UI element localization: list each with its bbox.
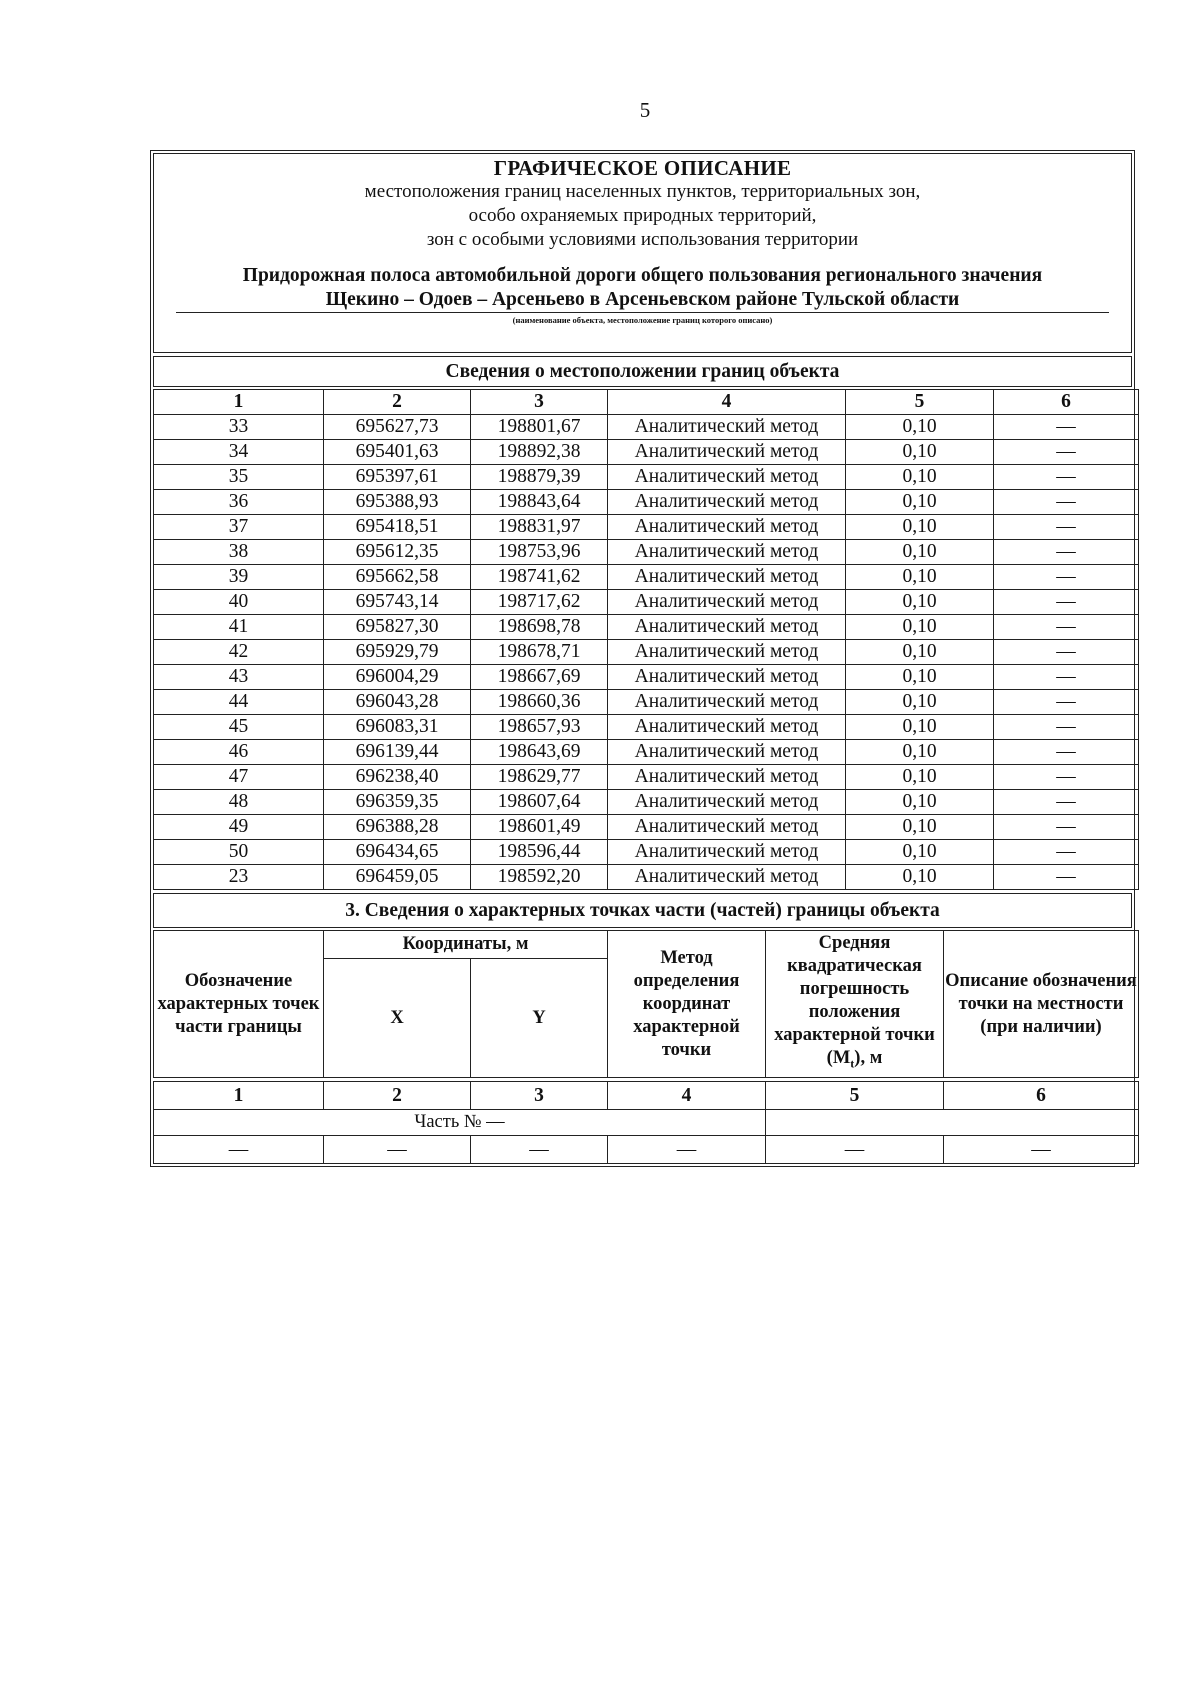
y-coordinate-cell: 198607,64 bbox=[471, 790, 608, 815]
coords-header: Координаты, м bbox=[324, 931, 608, 959]
accuracy-cell: 0,10 bbox=[846, 590, 994, 615]
accuracy-cell: 0,10 bbox=[846, 640, 994, 665]
y-coordinate-cell: 198801,67 bbox=[471, 415, 608, 440]
method-cell: Аналитический метод bbox=[608, 415, 846, 440]
col5-header-subscript: t bbox=[850, 1056, 855, 1071]
x-coordinate-cell: 695388,93 bbox=[324, 490, 471, 515]
table-row bbox=[154, 465, 1139, 490]
section3-title-table bbox=[153, 893, 1132, 928]
table-row bbox=[154, 715, 1139, 740]
table-row bbox=[154, 590, 1139, 615]
accuracy-cell: 0,10 bbox=[846, 765, 994, 790]
accuracy-cell: 0,10 bbox=[846, 565, 994, 590]
col5-header bbox=[766, 931, 944, 1078]
x-coordinate-cell: 695827,30 bbox=[324, 615, 471, 640]
table-row bbox=[154, 540, 1139, 565]
description-cell: — bbox=[994, 490, 1139, 515]
method-cell: Аналитический метод bbox=[608, 565, 846, 590]
dash-cell: — bbox=[944, 1136, 1139, 1164]
y-coordinate-cell: 198753,96 bbox=[471, 540, 608, 565]
point-number-cell: 42 bbox=[154, 640, 324, 665]
x-coordinate-cell: 696359,35 bbox=[324, 790, 471, 815]
x-coordinate-cell: 696459,05 bbox=[324, 865, 471, 890]
header-block bbox=[154, 154, 1131, 334]
dash-cell: — bbox=[608, 1136, 766, 1164]
part-row bbox=[154, 1110, 1139, 1136]
accuracy-cell: 0,10 bbox=[846, 865, 994, 890]
column-number: 3 bbox=[471, 390, 608, 415]
x-coordinate-cell: 696388,28 bbox=[324, 815, 471, 840]
description-cell: — bbox=[994, 465, 1139, 490]
method-cell: Аналитический метод bbox=[608, 865, 846, 890]
point-number-cell: 48 bbox=[154, 790, 324, 815]
column-numbers-row bbox=[154, 390, 1139, 415]
y-coordinate-cell: 198879,39 bbox=[471, 465, 608, 490]
object-name-line: Придорожная полоса автомобильной дороги общего пользования регионального значения bbox=[242, 265, 1043, 286]
method-cell: Аналитический метод bbox=[608, 790, 846, 815]
characteristic-points-table bbox=[153, 930, 1139, 1078]
x-coordinate-cell: 696083,31 bbox=[324, 715, 471, 740]
dash-cell: — bbox=[324, 1136, 471, 1164]
method-cell: Аналитический метод bbox=[608, 765, 846, 790]
table-row bbox=[154, 440, 1139, 465]
table-row bbox=[154, 790, 1139, 815]
description-cell: — bbox=[994, 690, 1139, 715]
column-number: 2 bbox=[324, 390, 471, 415]
description-cell: — bbox=[994, 715, 1139, 740]
description-cell: — bbox=[994, 815, 1139, 840]
y-coordinate-cell: 198660,36 bbox=[471, 690, 608, 715]
accuracy-cell: 0,10 bbox=[846, 490, 994, 515]
x-coordinate-cell: 695418,51 bbox=[324, 515, 471, 540]
description-cell: — bbox=[994, 615, 1139, 640]
object-caption: (наименование объекта, местоположение границ которого описано) bbox=[512, 315, 773, 325]
point-number-cell: 41 bbox=[154, 615, 324, 640]
column-number: 5 bbox=[766, 1082, 944, 1110]
point-number-cell: 33 bbox=[154, 415, 324, 440]
document-frame bbox=[150, 150, 1135, 1167]
x-coordinate-cell: 696434,65 bbox=[324, 840, 471, 865]
table-row bbox=[154, 665, 1139, 690]
method-cell: Аналитический метод bbox=[608, 465, 846, 490]
description-cell: — bbox=[994, 765, 1139, 790]
y-coordinate-cell: 198678,71 bbox=[471, 640, 608, 665]
part-empty-cell bbox=[766, 1110, 1139, 1136]
accuracy-cell: 0,10 bbox=[846, 840, 994, 865]
accuracy-cell: 0,10 bbox=[846, 465, 994, 490]
point-number-cell: 44 bbox=[154, 690, 324, 715]
accuracy-cell: 0,10 bbox=[846, 740, 994, 765]
y-coordinate-cell: 198741,62 bbox=[471, 565, 608, 590]
document-title: ГРАФИЧЕСКОЕ ОПИСАНИЕ bbox=[493, 156, 792, 180]
point-number-cell: 50 bbox=[154, 840, 324, 865]
y-coordinate-cell: 198698,78 bbox=[471, 615, 608, 640]
table-row bbox=[154, 490, 1139, 515]
subtitle-line: зон с особыми условиями использования территории bbox=[426, 229, 859, 250]
accuracy-cell: 0,10 bbox=[846, 515, 994, 540]
y-coordinate-cell: 198629,77 bbox=[471, 765, 608, 790]
point-number-cell: 46 bbox=[154, 740, 324, 765]
method-cell: Аналитический метод bbox=[608, 690, 846, 715]
x-coordinate-cell: 695401,63 bbox=[324, 440, 471, 465]
x-coordinate-cell: 695397,61 bbox=[324, 465, 471, 490]
accuracy-cell: 0,10 bbox=[846, 415, 994, 440]
x-coordinate-cell: 696043,28 bbox=[324, 690, 471, 715]
section2-title: Сведения о местоположении границ объекта bbox=[154, 357, 1132, 387]
method-cell: Аналитический метод bbox=[608, 515, 846, 540]
y-coordinate-cell: 198831,97 bbox=[471, 515, 608, 540]
description-cell: — bbox=[994, 540, 1139, 565]
point-number-cell: 47 bbox=[154, 765, 324, 790]
object-name-underline bbox=[176, 288, 1109, 313]
table-row bbox=[154, 865, 1139, 890]
accuracy-cell: 0,10 bbox=[846, 690, 994, 715]
point-number-cell: 49 bbox=[154, 815, 324, 840]
y-coordinate-cell: 198717,62 bbox=[471, 590, 608, 615]
column-number: 4 bbox=[608, 1082, 766, 1110]
y-header: Y bbox=[471, 959, 608, 1078]
page-number: 5 bbox=[639, 98, 651, 122]
point-number-cell: 43 bbox=[154, 665, 324, 690]
column-number: 3 bbox=[471, 1082, 608, 1110]
table-row bbox=[154, 840, 1139, 865]
description-cell: — bbox=[994, 790, 1139, 815]
table-row bbox=[154, 515, 1139, 540]
x-coordinate-cell: 695662,58 bbox=[324, 565, 471, 590]
method-cell: Аналитический метод bbox=[608, 740, 846, 765]
description-cell: — bbox=[994, 415, 1139, 440]
point-number-cell: 37 bbox=[154, 515, 324, 540]
col6-header: Описание обозначения точки на местности (при наличии) bbox=[944, 931, 1139, 1078]
description-cell: — bbox=[994, 590, 1139, 615]
accuracy-cell: 0,10 bbox=[846, 540, 994, 565]
x-coordinate-cell: 696238,40 bbox=[324, 765, 471, 790]
characteristic-points-body bbox=[153, 1081, 1139, 1164]
section2-title-table bbox=[153, 356, 1132, 387]
column-number: 5 bbox=[846, 390, 994, 415]
header-box bbox=[153, 153, 1132, 353]
x-coordinate-cell: 695612,35 bbox=[324, 540, 471, 565]
section3-title: 3. Сведения о характерных точках части (частей) границы объекта bbox=[154, 894, 1132, 928]
table-row bbox=[154, 815, 1139, 840]
description-cell: — bbox=[994, 665, 1139, 690]
table-row bbox=[154, 565, 1139, 590]
method-cell: Аналитический метод bbox=[608, 540, 846, 565]
table-row bbox=[154, 640, 1139, 665]
point-number-cell: 45 bbox=[154, 715, 324, 740]
method-cell: Аналитический метод bbox=[608, 640, 846, 665]
column-number: 2 bbox=[324, 1082, 471, 1110]
table-row bbox=[154, 415, 1139, 440]
col5-header-text: Средняя квадратическая погрешность положения характерной точки (M bbox=[774, 933, 935, 1069]
table-row bbox=[154, 765, 1139, 790]
y-coordinate-cell: 198592,20 bbox=[471, 865, 608, 890]
column-number: 6 bbox=[944, 1082, 1139, 1110]
empty-point-row bbox=[154, 1136, 1139, 1164]
dash-cell: — bbox=[766, 1136, 944, 1164]
y-coordinate-cell: 198601,49 bbox=[471, 815, 608, 840]
method-cell: Аналитический метод bbox=[608, 440, 846, 465]
description-cell: — bbox=[994, 840, 1139, 865]
description-cell: — bbox=[994, 565, 1139, 590]
section3-column-numbers-row bbox=[154, 1082, 1139, 1110]
method-cell: Аналитический метод bbox=[608, 665, 846, 690]
method-cell: Аналитический метод bbox=[608, 815, 846, 840]
x-coordinate-cell: 696139,44 bbox=[324, 740, 471, 765]
accuracy-cell: 0,10 bbox=[846, 815, 994, 840]
dash-cell: — bbox=[471, 1136, 608, 1164]
subtitle-line: местоположения границ населенных пунктов, территориальных зон, bbox=[364, 181, 921, 202]
point-number-cell: 34 bbox=[154, 440, 324, 465]
method-cell: Аналитический метод bbox=[608, 490, 846, 515]
boundary-points-table bbox=[153, 389, 1139, 890]
col4-header: Метод определения координат характерной точки bbox=[608, 931, 766, 1078]
description-cell: — bbox=[994, 865, 1139, 890]
y-coordinate-cell: 198657,93 bbox=[471, 715, 608, 740]
accuracy-cell: 0,10 bbox=[846, 715, 994, 740]
table-row bbox=[154, 740, 1139, 765]
accuracy-cell: 0,10 bbox=[846, 790, 994, 815]
dash-cell: — bbox=[154, 1136, 324, 1164]
point-number-cell: 40 bbox=[154, 590, 324, 615]
method-cell: Аналитический метод bbox=[608, 840, 846, 865]
object-name-line: Щекино – Одоев – Арсеньево в Арсеньевском районе Тульской области bbox=[325, 289, 960, 310]
description-cell: — bbox=[994, 440, 1139, 465]
y-coordinate-cell: 198643,69 bbox=[471, 740, 608, 765]
subtitle-line: особо охраняемых природных территорий, bbox=[468, 205, 817, 226]
y-coordinate-cell: 198843,64 bbox=[471, 490, 608, 515]
description-cell: — bbox=[994, 640, 1139, 665]
part-label: Часть № — bbox=[154, 1110, 766, 1136]
method-cell: Аналитический метод bbox=[608, 615, 846, 640]
method-cell: Аналитический метод bbox=[608, 590, 846, 615]
point-number-cell: 35 bbox=[154, 465, 324, 490]
description-cell: — bbox=[994, 515, 1139, 540]
x-coordinate-cell: 695743,14 bbox=[324, 590, 471, 615]
x-coordinate-cell: 696004,29 bbox=[324, 665, 471, 690]
accuracy-cell: 0,10 bbox=[846, 615, 994, 640]
y-coordinate-cell: 198892,38 bbox=[471, 440, 608, 465]
y-coordinate-cell: 198596,44 bbox=[471, 840, 608, 865]
point-number-cell: 23 bbox=[154, 865, 324, 890]
col5-header-end: ), м bbox=[854, 1048, 883, 1069]
x-coordinate-cell: 695627,73 bbox=[324, 415, 471, 440]
description-cell: — bbox=[994, 740, 1139, 765]
column-number: 6 bbox=[994, 390, 1139, 415]
table-row bbox=[154, 690, 1139, 715]
point-number-cell: 39 bbox=[154, 565, 324, 590]
point-number-cell: 38 bbox=[154, 540, 324, 565]
y-coordinate-cell: 198667,69 bbox=[471, 665, 608, 690]
x-coordinate-cell: 695929,79 bbox=[324, 640, 471, 665]
column-number: 1 bbox=[154, 1082, 324, 1110]
x-header: X bbox=[324, 959, 471, 1078]
column-number: 1 bbox=[154, 390, 324, 415]
accuracy-cell: 0,10 bbox=[846, 440, 994, 465]
table-row bbox=[154, 615, 1139, 640]
column-number: 4 bbox=[608, 390, 846, 415]
method-cell: Аналитический метод bbox=[608, 715, 846, 740]
col1-header: Обозначение характерных точек части границы bbox=[154, 931, 324, 1078]
point-number-cell: 36 bbox=[154, 490, 324, 515]
accuracy-cell: 0,10 bbox=[846, 665, 994, 690]
